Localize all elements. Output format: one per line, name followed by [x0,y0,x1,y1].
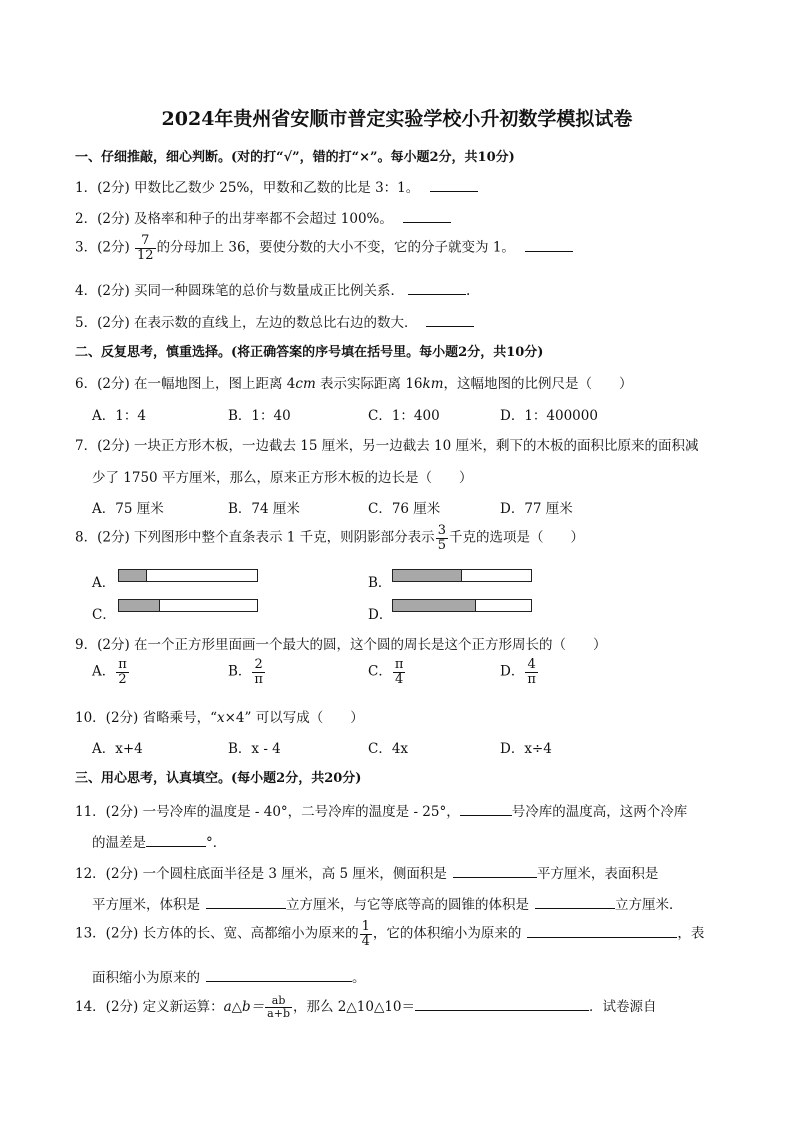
question-14-text: 14．(2分) 定义新运算： [75,999,224,1015]
bar-fill [119,600,160,611]
question-12-text-2: 平方厘米，表面积是 [536,866,659,882]
answer-blank[interactable] [415,996,589,1011]
question-13-line-1 [75,920,704,948]
question-10-text-2: ×4” 可以写成（ ） [224,710,364,726]
section-1-heading: 一、仔细推敲，细心判断。(对的打“√”，错的打“×”。每小题2分，共10分) [75,150,515,165]
question-14-expression: a△b＝ [223,999,265,1015]
question-1 [75,176,478,196]
question-12-text-4: 立方厘米，与它等底等高的圆锥的体积是 [286,897,529,913]
question-14 [75,995,657,1020]
option-c[interactable]: C．76 厘米 [368,501,441,517]
option-c[interactable]: C． [92,607,116,623]
answer-blank[interactable] [206,894,286,909]
fraction-ab-over-a-plus-b [265,995,292,1019]
question-3 [75,234,573,262]
option-b[interactable]: B．1：40 [228,408,291,424]
fraction-denominator: 2 [118,671,127,687]
question-9: 9．(2分) 在一个正方形里面画一个最大的圆，这个圆的周长是这个正方形周长的（ ） [75,637,607,653]
variable-x: x [217,710,225,726]
option-d[interactable]: D．77 厘米 [500,501,573,517]
question-11-line-1 [75,800,687,820]
question-5 [75,311,474,331]
question-13-text-3: ，表 [677,925,705,942]
question-13-text-2: ，它的体积缩小为原来的 [372,925,522,942]
fraction-numerator: 2 [252,658,265,673]
fraction-7-12 [135,234,156,262]
answer-blank[interactable] [403,208,451,223]
question-12-line-2 [92,893,683,913]
option-d[interactable]: D．x÷4 [500,741,552,757]
option-label: A． [92,663,116,680]
option-d[interactable]: D． [368,607,393,623]
question-8-suffix: 千克的选项是（ ） [448,529,584,546]
answer-blank[interactable] [430,177,478,192]
question-12-line-1 [75,862,658,882]
section-3-heading: 三、用心思考，认真填空。(每小题2分，共20分) [75,771,362,786]
answer-blank[interactable] [206,967,352,982]
question-10-text: 10．(2分) 省略乘号，“ [75,710,217,726]
option-b[interactable]: B． [368,575,392,591]
question-2 [75,207,451,227]
section-2-heading: 二、反复思考，慎重选择。(将正确答案的序号填在括号里。每小题2分，共10分) [75,345,544,360]
question-10 [75,706,364,726]
question-13-text-4: 面积缩小为原来的 [92,970,200,986]
answer-blank[interactable] [453,863,537,878]
question-7-line-1: 7．(2分) 一块正方形木板，一边截去 15 厘米，另一边截去 10 厘米，剩下的木板的面积比原来的面积减 [75,438,699,454]
fraction-denominator: π [527,671,536,687]
question-13-text-5: 。 [352,970,366,986]
fraction-denominator: 4 [361,933,370,949]
question-11-text: 11．(2分) 一号冷库的温度是 - 40°，二号冷库的温度是 - 25°， [75,804,460,820]
option-label: B． [228,663,252,680]
question-3-prefix: 3．(2分) [75,239,130,256]
fraction-2-pi [252,658,265,686]
option-d[interactable] [500,658,539,686]
answer-blank[interactable] [460,801,512,816]
option-a[interactable]: A．x+4 [92,741,143,757]
fraction-pi-4 [393,658,406,686]
option-c[interactable]: C．4x [368,741,409,757]
option-d[interactable]: D．1：400000 [500,408,598,424]
question-11-text-4: °． [206,835,227,851]
question-6-text: 6．(2分) 在一幅地图上，图上距离 4 [75,376,296,392]
question-4: 4．(2分) 买同一种圆珠笔的总价与数量成正比例关系． . [75,279,470,299]
question-11-line-2 [92,831,226,851]
question-11-text-3: 的温差是 [92,835,146,851]
question-12-text-5: 立方厘米． [615,897,683,913]
question-14-text-3: ．试卷源自 [589,999,657,1015]
question-1-text: 1．(2分) 甲数比乙数少 25%，甲数和乙数的比是 3：1。 [75,180,420,196]
question-3-suffix: 的分母加上 36，要使分数的大小不变，它的分子就变为 1。 [156,239,515,256]
question-4-text: 4．(2分) 买同一种圆珠笔的总价与数量成正比例关系． [75,283,405,299]
option-c[interactable] [368,658,406,686]
fraction-numerator: π [118,657,127,672]
fraction-pi-2 [116,658,129,686]
unit-km: km [422,376,444,392]
answer-blank[interactable] [525,237,573,252]
question-11-text-2: 号冷库的温度高，这两个冷库 [511,804,688,820]
answer-blank[interactable] [535,894,615,909]
question-5-text: 5．(2分) 在表示数的直线上，左边的数总比右边的数大． [75,315,418,331]
fraction-numerator: 3 [437,523,446,538]
question-8-text: 8．(2分) 下列图形中整个直条表示 1 千克，则阴影部分表示 [75,529,435,546]
fraction-4-pi [525,658,538,686]
fraction-numerator: π [394,657,404,672]
question-6-text-2: 表示实际距离 16 [315,376,423,392]
option-a[interactable]: A．1：4 [92,408,146,424]
question-2-text: 2．(2分) 及格率和种子的出芽率都不会超过 100%。 [75,211,393,227]
option-b[interactable] [228,658,266,686]
fraction-numerator: 4 [525,658,538,673]
question-13-text: 13．(2分) 长方体的长、宽、高都缩小为原来的 [75,925,359,942]
answer-blank[interactable] [527,923,677,938]
question-6 [75,372,633,392]
bar-fill [393,570,462,581]
bar-option-d [392,599,532,612]
bar-option-c [118,599,258,612]
option-c[interactable]: C．1：400 [368,408,440,424]
question-7-line-2: 少了 1750 平方厘米，那么，原来正方形木板的边长是（ ） [92,470,473,486]
fraction-denominator: π [254,671,263,687]
fraction-3-5 [436,524,448,552]
unit-cm: cm [295,376,316,392]
option-a[interactable]: A．75 厘米 [92,501,164,517]
fraction-denominator: 5 [437,537,446,553]
question-12-text: 12．(2分) 一个圆柱底面半径是 3 厘米，高 5 厘米，侧面积是 [75,866,447,882]
option-label: D． [500,663,525,680]
fraction-1-4 [360,920,372,948]
bar-fill [393,600,476,611]
answer-blank[interactable] [146,832,206,847]
fraction-denominator: a+b [267,1007,290,1020]
question-12-text-3: 平方厘米，体积是 [92,897,200,913]
option-a[interactable] [92,658,130,686]
page-title: 2024年贵州省安顺市普定实验学校小升初数学模拟试卷 [161,108,633,130]
option-label: C． [368,663,392,680]
option-a[interactable]: A． [92,575,116,591]
fraction-numerator: ab [265,995,292,1008]
fraction-denominator: 4 [394,671,404,687]
question-8 [75,524,584,552]
fraction-numerator: 1 [361,919,370,934]
bar-option-b [392,569,532,582]
question-6-text-3: ，这幅地图的比例尺是（ ） [443,376,633,392]
answer-blank[interactable] [408,280,466,295]
bar-option-a [118,569,258,582]
question-14-text-2: ，那么 2△10△10＝ [293,999,416,1015]
option-b[interactable]: B．74 厘米 [228,501,300,517]
answer-blank[interactable] [426,312,474,327]
bar-fill [119,570,147,581]
fraction-denominator: 12 [137,247,154,263]
option-b[interactable]: B．x - 4 [228,741,281,757]
question-13-line-2 [92,966,366,986]
fraction-numerator: 7 [135,234,156,249]
